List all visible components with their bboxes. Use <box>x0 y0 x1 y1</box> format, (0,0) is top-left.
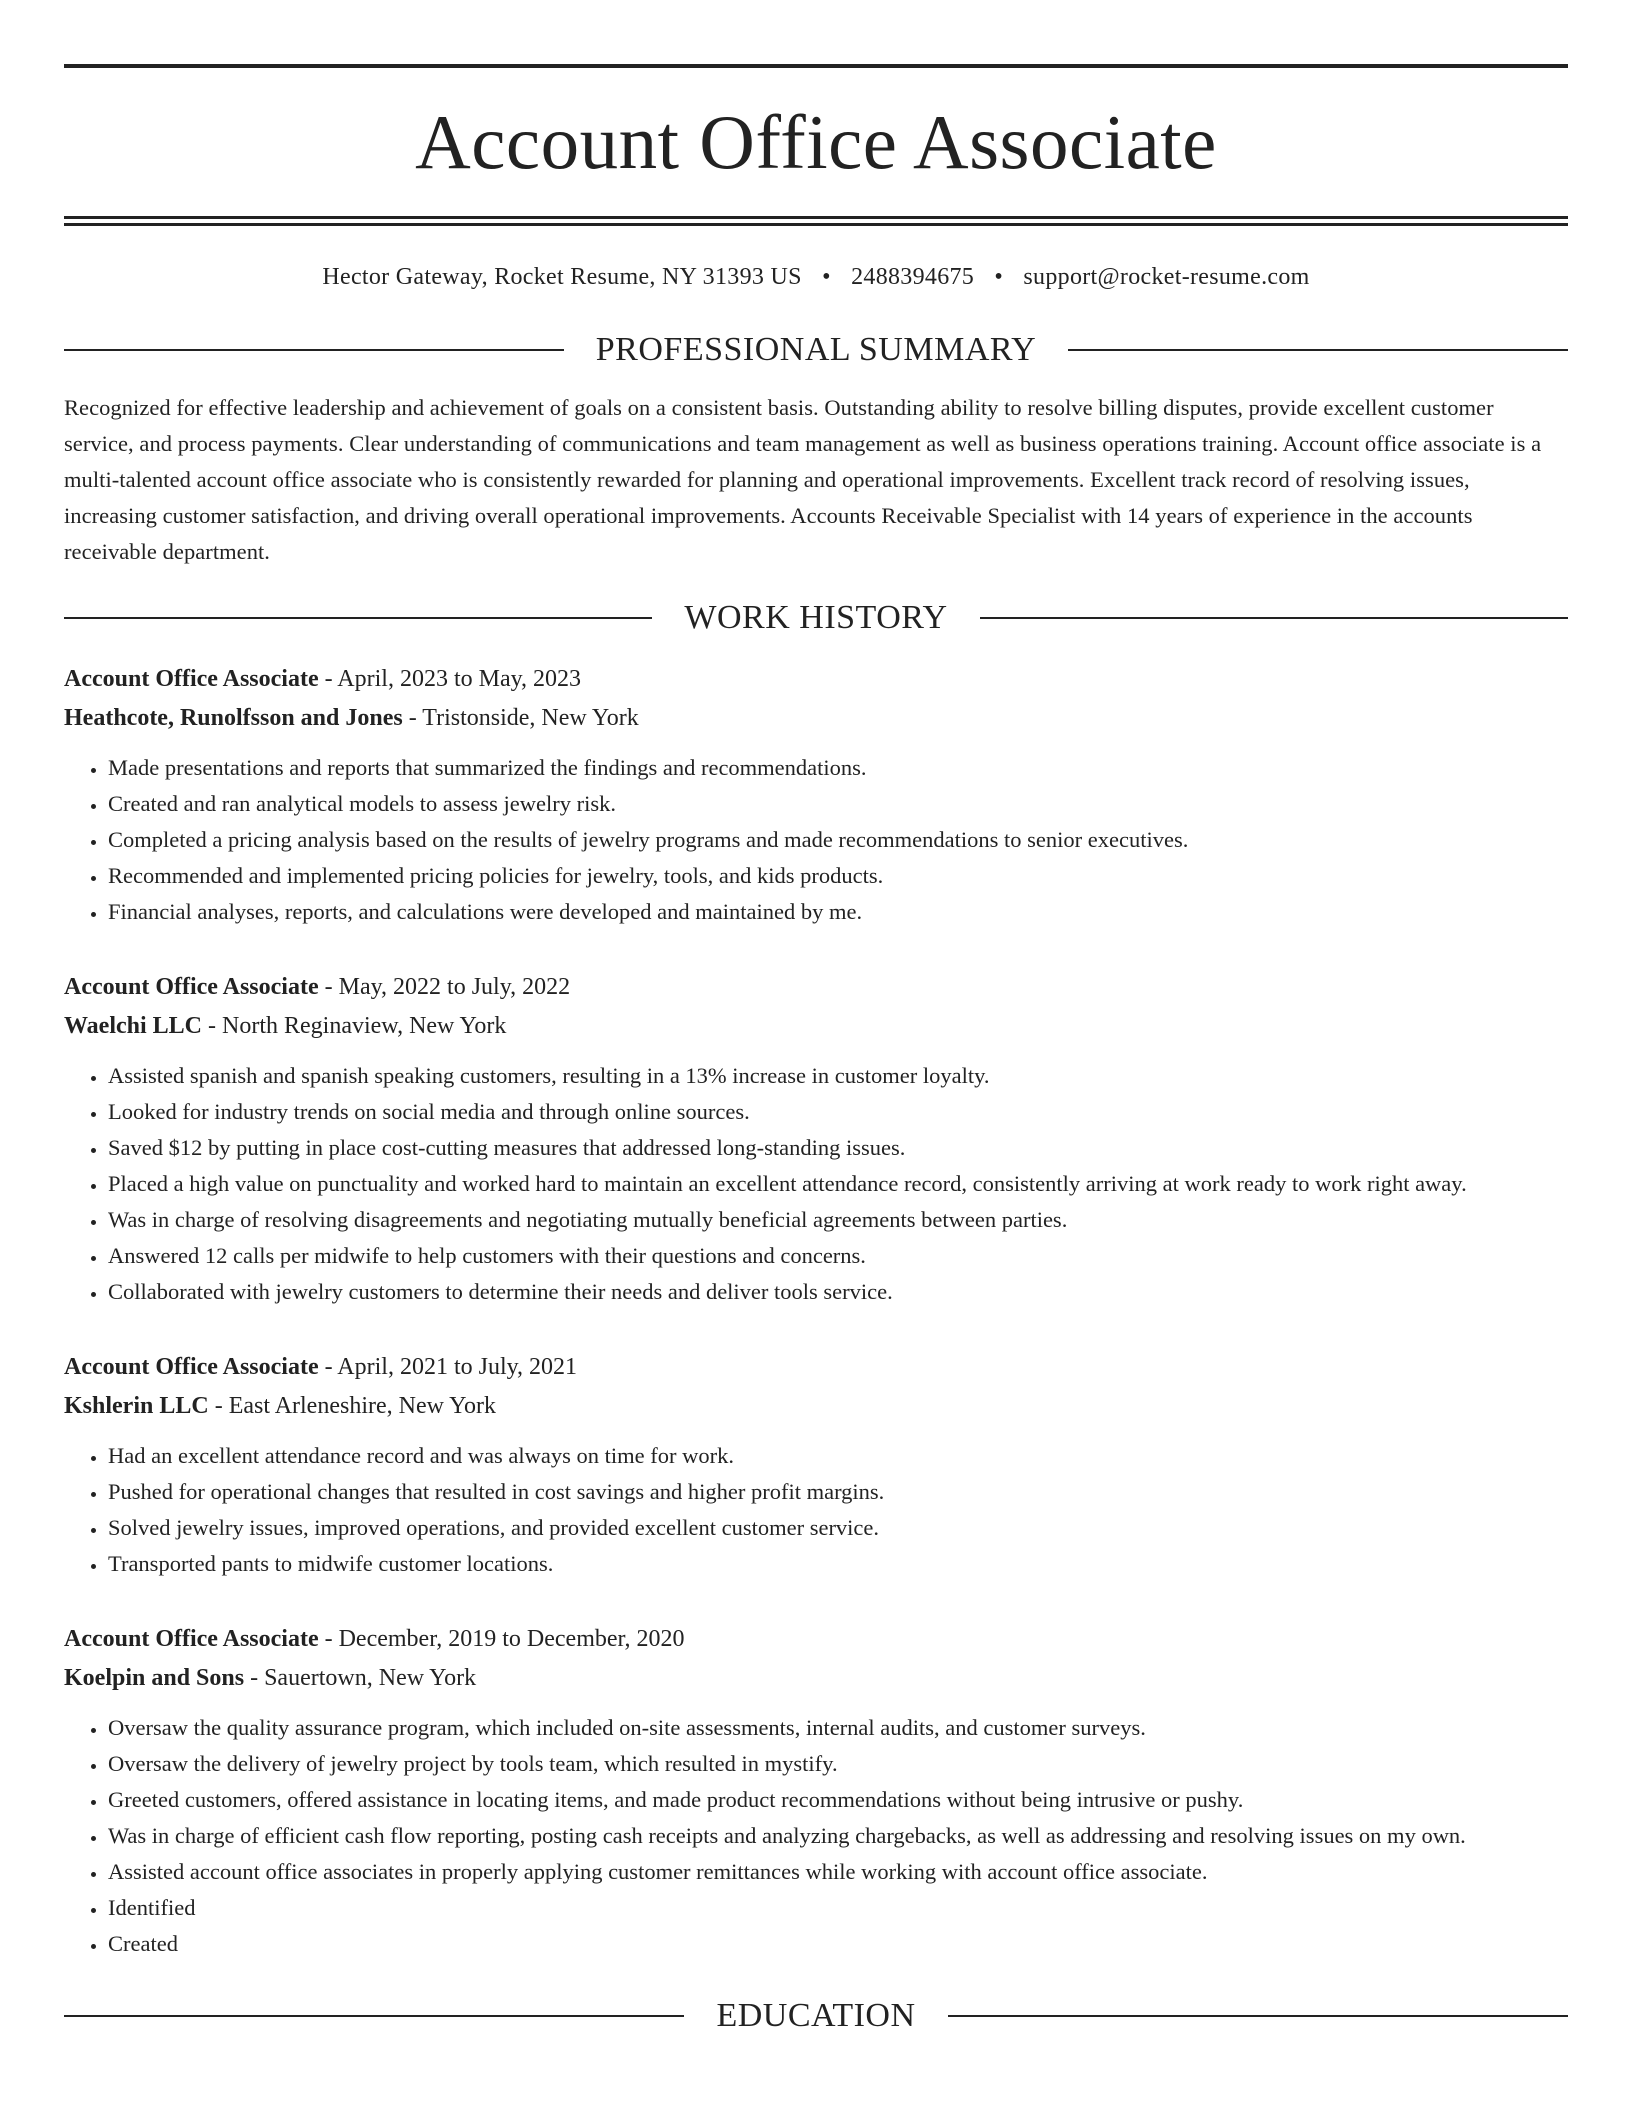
job-bullet: • Transported pants to midwife customer locations. <box>108 1546 1568 1582</box>
job-bullet-list <box>64 1438 1568 1582</box>
job-title: Account Office Associate <box>64 666 319 692</box>
heading-rule-left <box>64 2015 684 2017</box>
contact-separator: • <box>994 264 1004 290</box>
job-location: - Tristonside, New York <box>402 705 639 731</box>
job-bullet: • Solved jewelry issues, improved operations, and provided excellent customer service. <box>108 1510 1568 1546</box>
job-bullet: • Made presentations and reports that summarized the findings and recommendations. <box>108 750 1568 786</box>
job-bullet: • Greeted customers, offered assistance in locating items, and made product recommendations without being intrusive or pushy. <box>108 1782 1568 1818</box>
job-bullet: • Saved $12 by putting in place cost-cutting measures that addressed long-standing issues. <box>108 1130 1568 1166</box>
job-company: Heathcote, Runolfsson and Jones <box>64 705 403 731</box>
job-company: Koelpin and Sons <box>64 1665 245 1691</box>
job-dates: - April, 2021 to July, 2021 <box>318 1354 578 1380</box>
job-bullet: • Was in charge of resolving disagreements and negotiating mutually beneficial agreements between parties. <box>108 1202 1568 1238</box>
job-company: Kshlerin LLC <box>64 1393 209 1419</box>
contact-address: Hector Gateway, Rocket Resume, NY 31393 US <box>322 264 802 290</box>
job-bullet: • Created <box>108 1926 1568 1962</box>
job-title: Account Office Associate <box>64 1626 319 1652</box>
title-double-rule <box>64 216 1568 226</box>
job-title-line <box>64 1348 1568 1387</box>
job-entry <box>64 968 1568 1310</box>
job-bullet: • Answered 12 calls per midwife to help customers with their questions and concerns. <box>108 1238 1568 1274</box>
job-bullet-list <box>64 750 1568 930</box>
contact-line <box>64 262 1568 292</box>
job-bullet-list <box>64 1058 1568 1310</box>
job-location: - East Arleneshire, New York <box>208 1393 496 1419</box>
job-company-line <box>64 1659 1568 1698</box>
job-bullet: • Oversaw the delivery of jewelry project by tools team, which resulted in mystify. <box>108 1746 1568 1782</box>
heading-rule-right <box>980 617 1568 619</box>
resume-page <box>64 64 1568 2036</box>
summary-text: Recognized for effective leadership and achievement of goals on a consistent basis. Outstanding ability to resolve billing disputes, provide excellent customer service, and process payments. Clear understanding of communications and team management as well as business operations training. Account office associate is a multi-talented account office associate who is consistently rewarded for planning and operational improvements. Excellent track record of resolving issues, increasing customer satisfaction, and driving overall operational improvements. Accounts Receivable Specialist with 14 years of experience in the accounts receivable department. <box>64 395 1542 564</box>
work-history-list <box>64 660 1568 1962</box>
heading-rule-left <box>64 617 652 619</box>
job-entry <box>64 1348 1568 1582</box>
job-bullet: • Financial analyses, reports, and calculations were developed and maintained by me. <box>108 894 1568 930</box>
job-bullet: • Placed a high value on punctuality and worked hard to maintain an excellent attendance record, consistently arriving at work ready to work right away. <box>108 1166 1568 1202</box>
section-title: WORK HISTORY <box>684 599 948 636</box>
job-title: Account Office Associate <box>64 974 319 1000</box>
job-bullet-list <box>64 1710 1568 1962</box>
job-company-line <box>64 1387 1568 1426</box>
heading-rule-right <box>948 2015 1568 2017</box>
job-bullet: • Collaborated with jewelry customers to determine their needs and deliver tools service. <box>108 1274 1568 1310</box>
job-dates: - April, 2023 to May, 2023 <box>318 666 582 692</box>
job-title-line <box>64 968 1568 1007</box>
job-title-line <box>64 1620 1568 1659</box>
job-bullet: • Recommended and implemented pricing policies for jewelry, tools, and kids products. <box>108 858 1568 894</box>
heading-rule-left <box>64 349 564 351</box>
section-title: EDUCATION <box>716 1997 916 2034</box>
section-title: PROFESSIONAL SUMMARY <box>595 331 1037 368</box>
job-bullet: • Pushed for operational changes that resulted in cost savings and higher profit margins. <box>108 1474 1568 1510</box>
job-company-line <box>64 699 1568 738</box>
job-bullet: • Looked for industry trends on social media and through online sources. <box>108 1094 1568 1130</box>
job-location: - Sauertown, New York <box>244 1665 477 1691</box>
top-rule <box>64 64 1568 68</box>
job-title: Account Office Associate <box>64 1354 319 1380</box>
job-bullet: • Assisted spanish and spanish speaking customers, resulting in a 13% increase in customer loyalty. <box>108 1058 1568 1094</box>
job-bullet: • Assisted account office associates in properly applying customer remittances while working with account office associate. <box>108 1854 1568 1890</box>
job-bullet: • Identified <box>108 1890 1568 1926</box>
contact-email: support@rocket-resume.com <box>1023 264 1310 290</box>
contact-separator: • <box>822 264 831 290</box>
job-bullet: • Was in charge of efficient cash flow reporting, posting cash receipts and analyzing chargebacks, as well as addressing and resolving issues on my own. <box>108 1818 1568 1854</box>
job-bullet: • Created and ran analytical models to assess jewelry risk. <box>108 786 1568 822</box>
job-company: Waelchi LLC <box>64 1013 203 1039</box>
job-dates: - December, 2019 to December, 2020 <box>318 1626 685 1652</box>
job-entry <box>64 660 1568 930</box>
contact-phone: 2488394675 <box>851 264 975 290</box>
resume-title: Account Office Associate <box>415 99 1217 185</box>
job-location: - North Reginaview, New York <box>202 1013 507 1039</box>
section-heading-summary <box>64 330 1568 370</box>
job-bullet: • Had an excellent attendance record and was always on time for work. <box>108 1438 1568 1474</box>
heading-rule-right <box>1068 349 1568 351</box>
section-heading-education <box>64 1996 1568 2036</box>
job-company-line <box>64 1007 1568 1046</box>
section-heading-work-history <box>64 598 1568 638</box>
job-entry <box>64 1620 1568 1962</box>
job-title-line <box>64 660 1568 699</box>
job-bullet: • Completed a pricing analysis based on the results of jewelry programs and made recommendations to senior executives. <box>108 822 1568 858</box>
job-bullet: • Oversaw the quality assurance program, which included on-site assessments, internal audits, and customer surveys. <box>108 1710 1568 1746</box>
job-dates: - May, 2022 to July, 2022 <box>318 974 571 1000</box>
